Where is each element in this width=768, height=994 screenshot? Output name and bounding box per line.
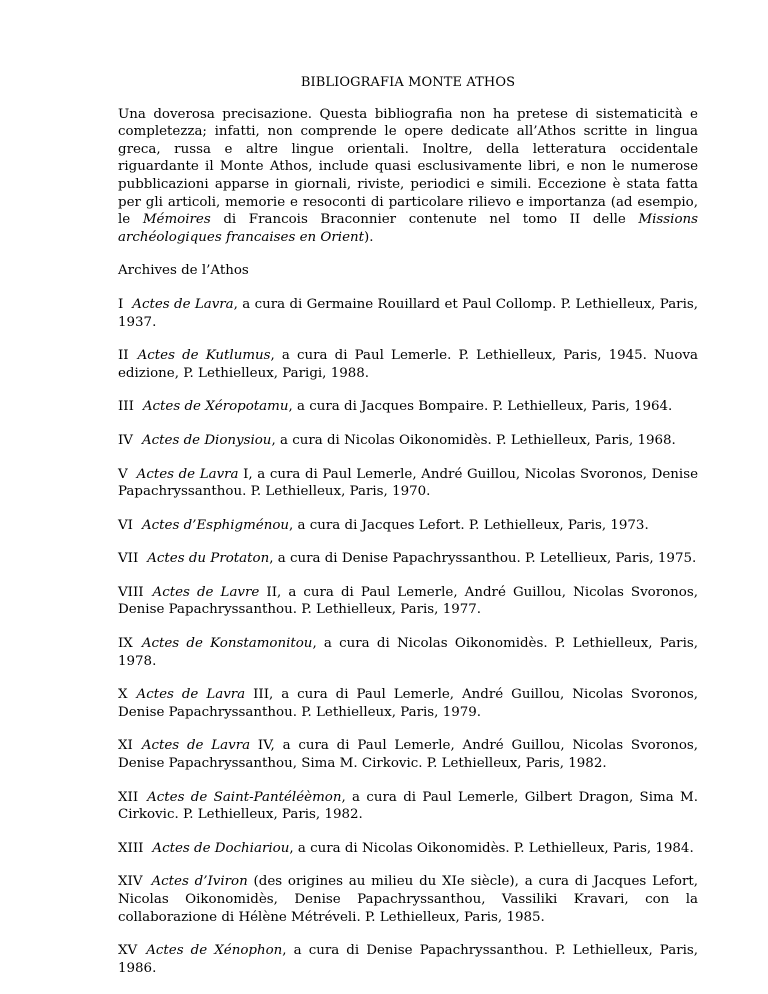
entry-title: Actes du Protaton bbox=[147, 551, 270, 567]
entry-number: III bbox=[118, 399, 134, 415]
bibliography-entry bbox=[118, 584, 698, 619]
intro-italic-missions: Missions archéologiques francaises en Orient bbox=[118, 212, 698, 245]
intro-paragraph bbox=[118, 106, 698, 247]
bibliography-entry bbox=[118, 296, 698, 331]
bibliography-entry bbox=[118, 550, 698, 568]
entry-title: Actes de Dochiariou bbox=[152, 840, 290, 856]
entry-details: I, a cura di Paul Lemerle, André Guillou, Nicolas Svoronos, Denise Papachryssanthou. P. Lethielleux, Paris, 1970. bbox=[118, 466, 698, 500]
entry-title: Actes de Lavra bbox=[136, 687, 246, 703]
intro-italic-memoires: Mémoires bbox=[142, 212, 211, 228]
entry-number: VI bbox=[118, 517, 133, 533]
entry-details: , a cura di Germaine Rouillard et Paul Collomp. P. Lethielleux, Paris, 1937. bbox=[118, 296, 698, 330]
entry-title: Actes de Dionysiou bbox=[141, 432, 272, 448]
entry-title: Actes d’Iviron bbox=[151, 874, 248, 890]
entry-details: , a cura di Nicolas Oikonomidès. P. Lethielleux, Paris, 1984. bbox=[289, 840, 694, 856]
bibliography-entry bbox=[118, 466, 698, 501]
entry-details: , a cura di Denise Papachryssanthou. P. Lethielleux, Paris, 1986. bbox=[118, 943, 699, 976]
document-page bbox=[118, 74, 698, 993]
entry-title: Actes de Lavre bbox=[152, 584, 260, 600]
entry-details: , a cura di Paul Lemerle, Gilbert Dragon, Sima M. Cirkovic. P. Lethielleux, Paris, 1982. bbox=[118, 789, 698, 823]
entry-details: II, a cura di Paul Lemerle, André Guillou, Nicolas Svoronos, Denise Papachryssanthou. P. Lethielleux, Paris, 1977. bbox=[118, 584, 698, 618]
bibliography-entry bbox=[118, 398, 698, 416]
entry-number: V bbox=[118, 466, 128, 482]
entry-title: Actes de Saint-Pantéléèmon bbox=[147, 789, 342, 805]
entry-title: Actes de Xéropotamu bbox=[142, 399, 289, 415]
entry-number: VII bbox=[118, 551, 139, 567]
entry-number: I bbox=[118, 296, 124, 312]
bibliography-entry bbox=[118, 635, 698, 670]
bibliography-entry bbox=[118, 432, 698, 450]
bibliography-entry bbox=[118, 873, 698, 926]
entry-title: Actes de Lavra bbox=[132, 296, 234, 312]
entry-number: IV bbox=[118, 432, 133, 448]
entry-title: Actes de Kutlumus bbox=[137, 348, 271, 364]
bibliography-list bbox=[118, 296, 698, 977]
intro-text: ). bbox=[364, 229, 374, 245]
bibliography-entry bbox=[118, 347, 698, 382]
entry-details: IV, a cura di Paul Lemerle, André Guillou, Nicolas Svoronos, Denise Papachryssanthou, Sima M. Cirkovic. P. Lethielleux, Paris, 1982. bbox=[118, 738, 699, 772]
entry-details: , a cura di Nicolas Oikonomidès. P. Lethielleux, Paris, 1978. bbox=[118, 636, 698, 669]
entry-details: , a cura di Jacques Lefort. P. Lethielleux, Paris, 1973. bbox=[289, 517, 649, 533]
entry-title: Actes de Lavra bbox=[141, 738, 251, 754]
bibliography-entry bbox=[118, 942, 698, 977]
entry-number: IX bbox=[118, 636, 133, 652]
bibliography-entry bbox=[118, 840, 698, 858]
entry-details: , a cura di Jacques Bompaire. P. Lethielleux, Paris, 1964. bbox=[288, 399, 673, 415]
entry-title: Actes d’Esphigménou bbox=[141, 517, 290, 533]
entry-number: X bbox=[118, 687, 128, 703]
entry-number: XIV bbox=[118, 874, 143, 890]
entry-number: XI bbox=[118, 738, 133, 754]
entry-details: , a cura di Nicolas Oikonomidès. P. Lethielleux, Paris, 1968. bbox=[271, 432, 676, 448]
page-title: BIBLIOGRAFIA MONTE ATHOS bbox=[300, 75, 516, 90]
entry-title: Actes de Xénophon bbox=[146, 943, 283, 959]
entry-number: II bbox=[118, 348, 129, 364]
entry-details: , a cura di Paul Lemerle. P. Lethielleux, Paris, 1945. Nuova edizione, P. Lethielleux, Parigi, 1988. bbox=[118, 348, 699, 381]
entry-details: (des origines au milieu du XIe siècle), a cura di Jacques Lefort, Nicolas Oikonomidès, Denise Papachryssanthou, Vassiliki Kravari, con la collaborazione di Hélène Métréveli. P. Lethielleux, Paris, 1985. bbox=[118, 874, 698, 925]
section-heading: Archives de l’Athos bbox=[118, 263, 249, 279]
entry-details: , a cura di Denise Papachryssanthou. P. Letellieux, Paris, 1975. bbox=[269, 551, 697, 567]
entry-details: III, a cura di Paul Lemerle, André Guillou, Nicolas Svoronos, Denise Papachryssanthou. P. Lethielleux, Paris, 1979. bbox=[118, 687, 698, 720]
bibliography-entry bbox=[118, 789, 698, 824]
entry-number: XIII bbox=[118, 840, 144, 856]
intro-text: Una doverosa precisazione. Questa bibliografia non ha pretese di sistematicità e completezza; infatti, non comprende le opere dedicate all’Athos scritte in lingua greca, russa e altre lingue orientali. Inoltre, della letteratura occidentale riguardante il Monte Athos, include quasi esclusivamente libri, e non le numerose pubblicazioni apparse in giornali, riviste, periodici e simili. Eccezione è stata fatta per gli articoli, memorie e resoconti di particolare rilievo e importanza (ad esempio, le bbox=[118, 106, 698, 228]
entry-title: Actes de Konstamonitou bbox=[141, 636, 313, 652]
bibliography-entry bbox=[118, 686, 698, 721]
intro-text: di Francois Braconnier contenute nel tomo II delle bbox=[210, 212, 639, 228]
bibliography-entry bbox=[118, 517, 698, 535]
entry-title: Actes de Lavra bbox=[136, 466, 239, 482]
entry-number: XV bbox=[118, 943, 138, 959]
entry-number: VIII bbox=[118, 584, 144, 600]
bibliography-entry bbox=[118, 737, 698, 772]
entry-number: XII bbox=[118, 789, 139, 805]
